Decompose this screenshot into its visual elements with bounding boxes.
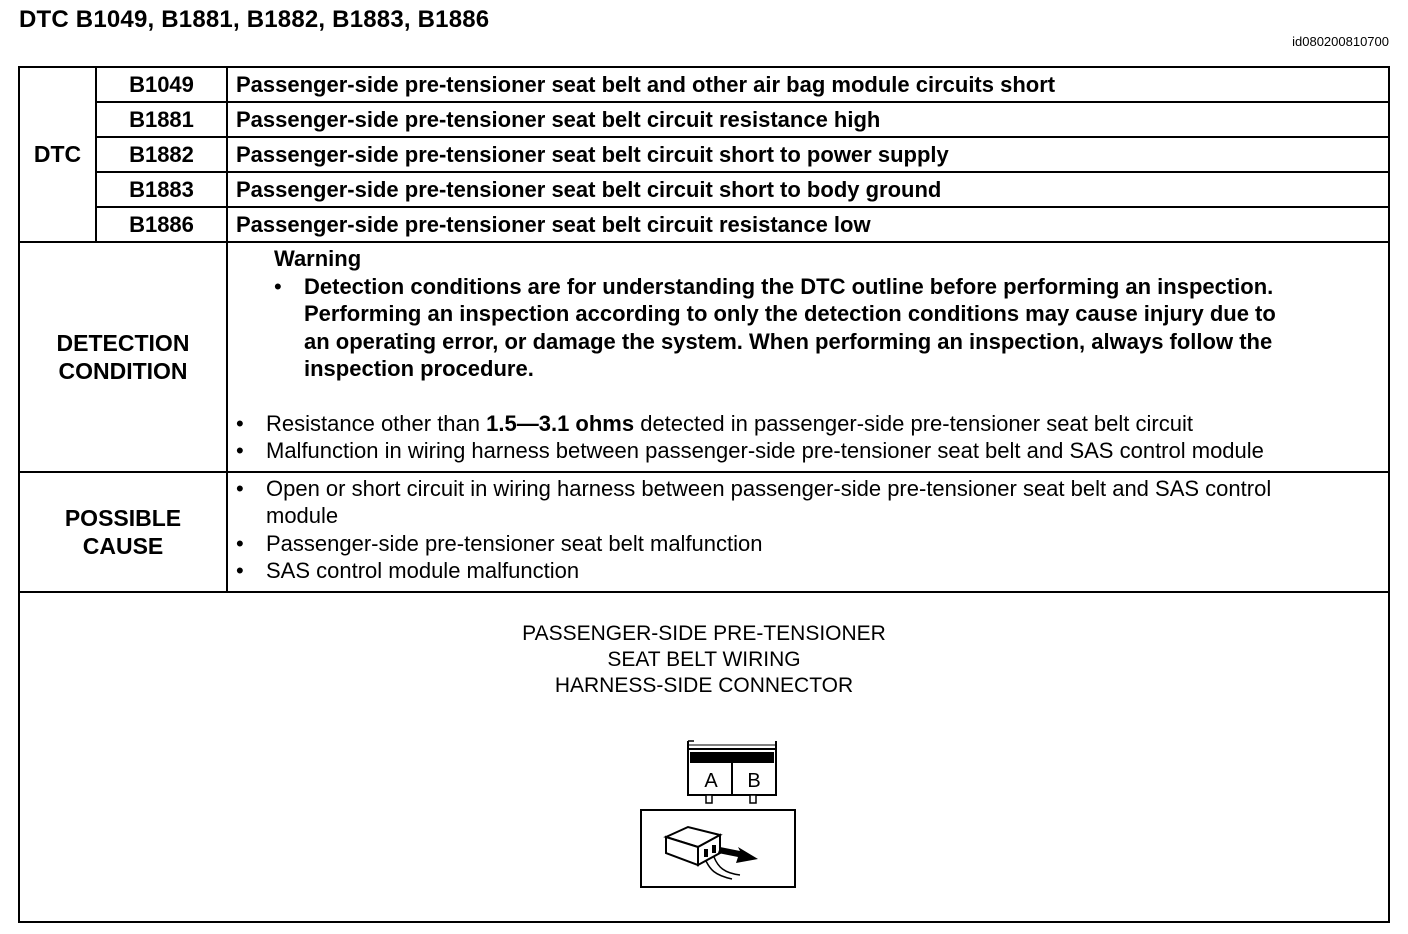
detection-item-text: Malfunction in wiring harness between passenger-side pre-tensioner seat belt and SAS control module: [266, 438, 1264, 463]
cause-item-text: module: [266, 503, 339, 528]
bullet-icon: •: [236, 558, 244, 583]
dtc-row: [19, 67, 1389, 102]
detection-condition-row: [19, 242, 1389, 472]
cause-item: [236, 557, 1380, 585]
detection-label-line: CONDITION: [58, 357, 188, 384]
detection-label-line: DETECTION: [56, 329, 190, 356]
possible-cause-label-line: POSSIBLE: [64, 504, 182, 531]
dtc-description: Passenger-side pre-tensioner seat belt and other air bag module circuits short: [227, 67, 1389, 102]
dtc-label: DTC: [19, 67, 96, 242]
dtc-row: [19, 102, 1389, 137]
detection-item: [236, 410, 1380, 438]
page-title: DTC B1049, B1881, B1882, B1883, B1886: [19, 6, 490, 33]
caption-line: HARNESS-SIDE CONNECTOR: [554, 673, 854, 697]
dtc-code: B1049: [96, 67, 227, 102]
bullet-icon: •: [236, 438, 244, 463]
possible-cause-row: [19, 472, 1389, 592]
possible-cause-label: [19, 472, 227, 592]
dtc-code: B1881: [96, 102, 227, 137]
possible-cause-label-line: CAUSE: [82, 532, 164, 559]
dtc-description: Passenger-side pre-tensioner seat belt circuit resistance low: [227, 207, 1389, 242]
warning-line: Performing an inspection according to only the detection conditions may cause injury due to: [304, 301, 1276, 326]
dtc-row: [19, 172, 1389, 207]
cause-item-text: SAS control module malfunction: [266, 558, 580, 583]
cause-item: [236, 530, 1380, 558]
bullet-icon: •: [236, 410, 244, 436]
document-id: id080200810700: [1292, 34, 1389, 49]
warning-line: an operating error, or damage the system. When performing an inspection, always follow the: [304, 328, 1273, 354]
warning-title: Warning: [274, 246, 362, 271]
bullet-icon: •: [274, 273, 282, 299]
dtc-description: Passenger-side pre-tensioner seat belt circuit short to body ground: [227, 172, 1389, 207]
warning-item: [274, 273, 1380, 383]
resistance-spec: 1.5—3.1 ohms: [486, 410, 635, 436]
terminal-b-label: B: [747, 769, 761, 792]
dtc-code: B1886: [96, 207, 227, 242]
diagram-caption: [20, 621, 1388, 699]
detection-condition-content: [227, 242, 1389, 472]
dtc-description: Passenger-side pre-tensioner seat belt circuit short to power supply: [227, 137, 1389, 172]
bullet-icon: •: [236, 530, 244, 556]
cause-item-text: Open or short circuit in wiring harness between passenger-side pre-tensioner seat belt and SAS control: [266, 475, 1272, 501]
warning-line: Detection conditions are for understanding the DTC outline before performing an inspection.: [304, 273, 1274, 299]
connector-diagram: [19, 592, 1389, 922]
terminal-a-label: A: [704, 769, 718, 792]
dtc-table: [18, 66, 1390, 923]
caption-line: PASSENGER-SIDE PRE-TENSIONER: [522, 621, 886, 645]
cause-item: [236, 475, 1380, 530]
detection-item-text: detected in passenger-side pre-tensioner seat belt circuit: [634, 410, 1193, 436]
diagram-row: [19, 592, 1389, 922]
dtc-code: B1882: [96, 137, 227, 172]
dtc-row: [19, 137, 1389, 172]
bullet-icon: •: [236, 475, 244, 501]
harness-connector-inspection-icon: [640, 809, 797, 889]
detection-item-text: Resistance other than: [266, 410, 487, 436]
dtc-description: Passenger-side pre-tensioner seat belt circuit resistance high: [227, 102, 1389, 137]
warning-line: inspection procedure.: [304, 356, 534, 381]
possible-cause-content: [227, 472, 1389, 592]
detection-condition-label: [19, 242, 227, 472]
dtc-row: [19, 207, 1389, 242]
dtc-code: B1883: [96, 172, 227, 207]
cause-item-text: Passenger-side pre-tensioner seat belt malfunction: [266, 530, 763, 556]
harness-connector-icon: [680, 735, 790, 813]
caption-line: SEAT BELT WIRING: [607, 647, 801, 671]
detection-item: [236, 437, 1380, 465]
